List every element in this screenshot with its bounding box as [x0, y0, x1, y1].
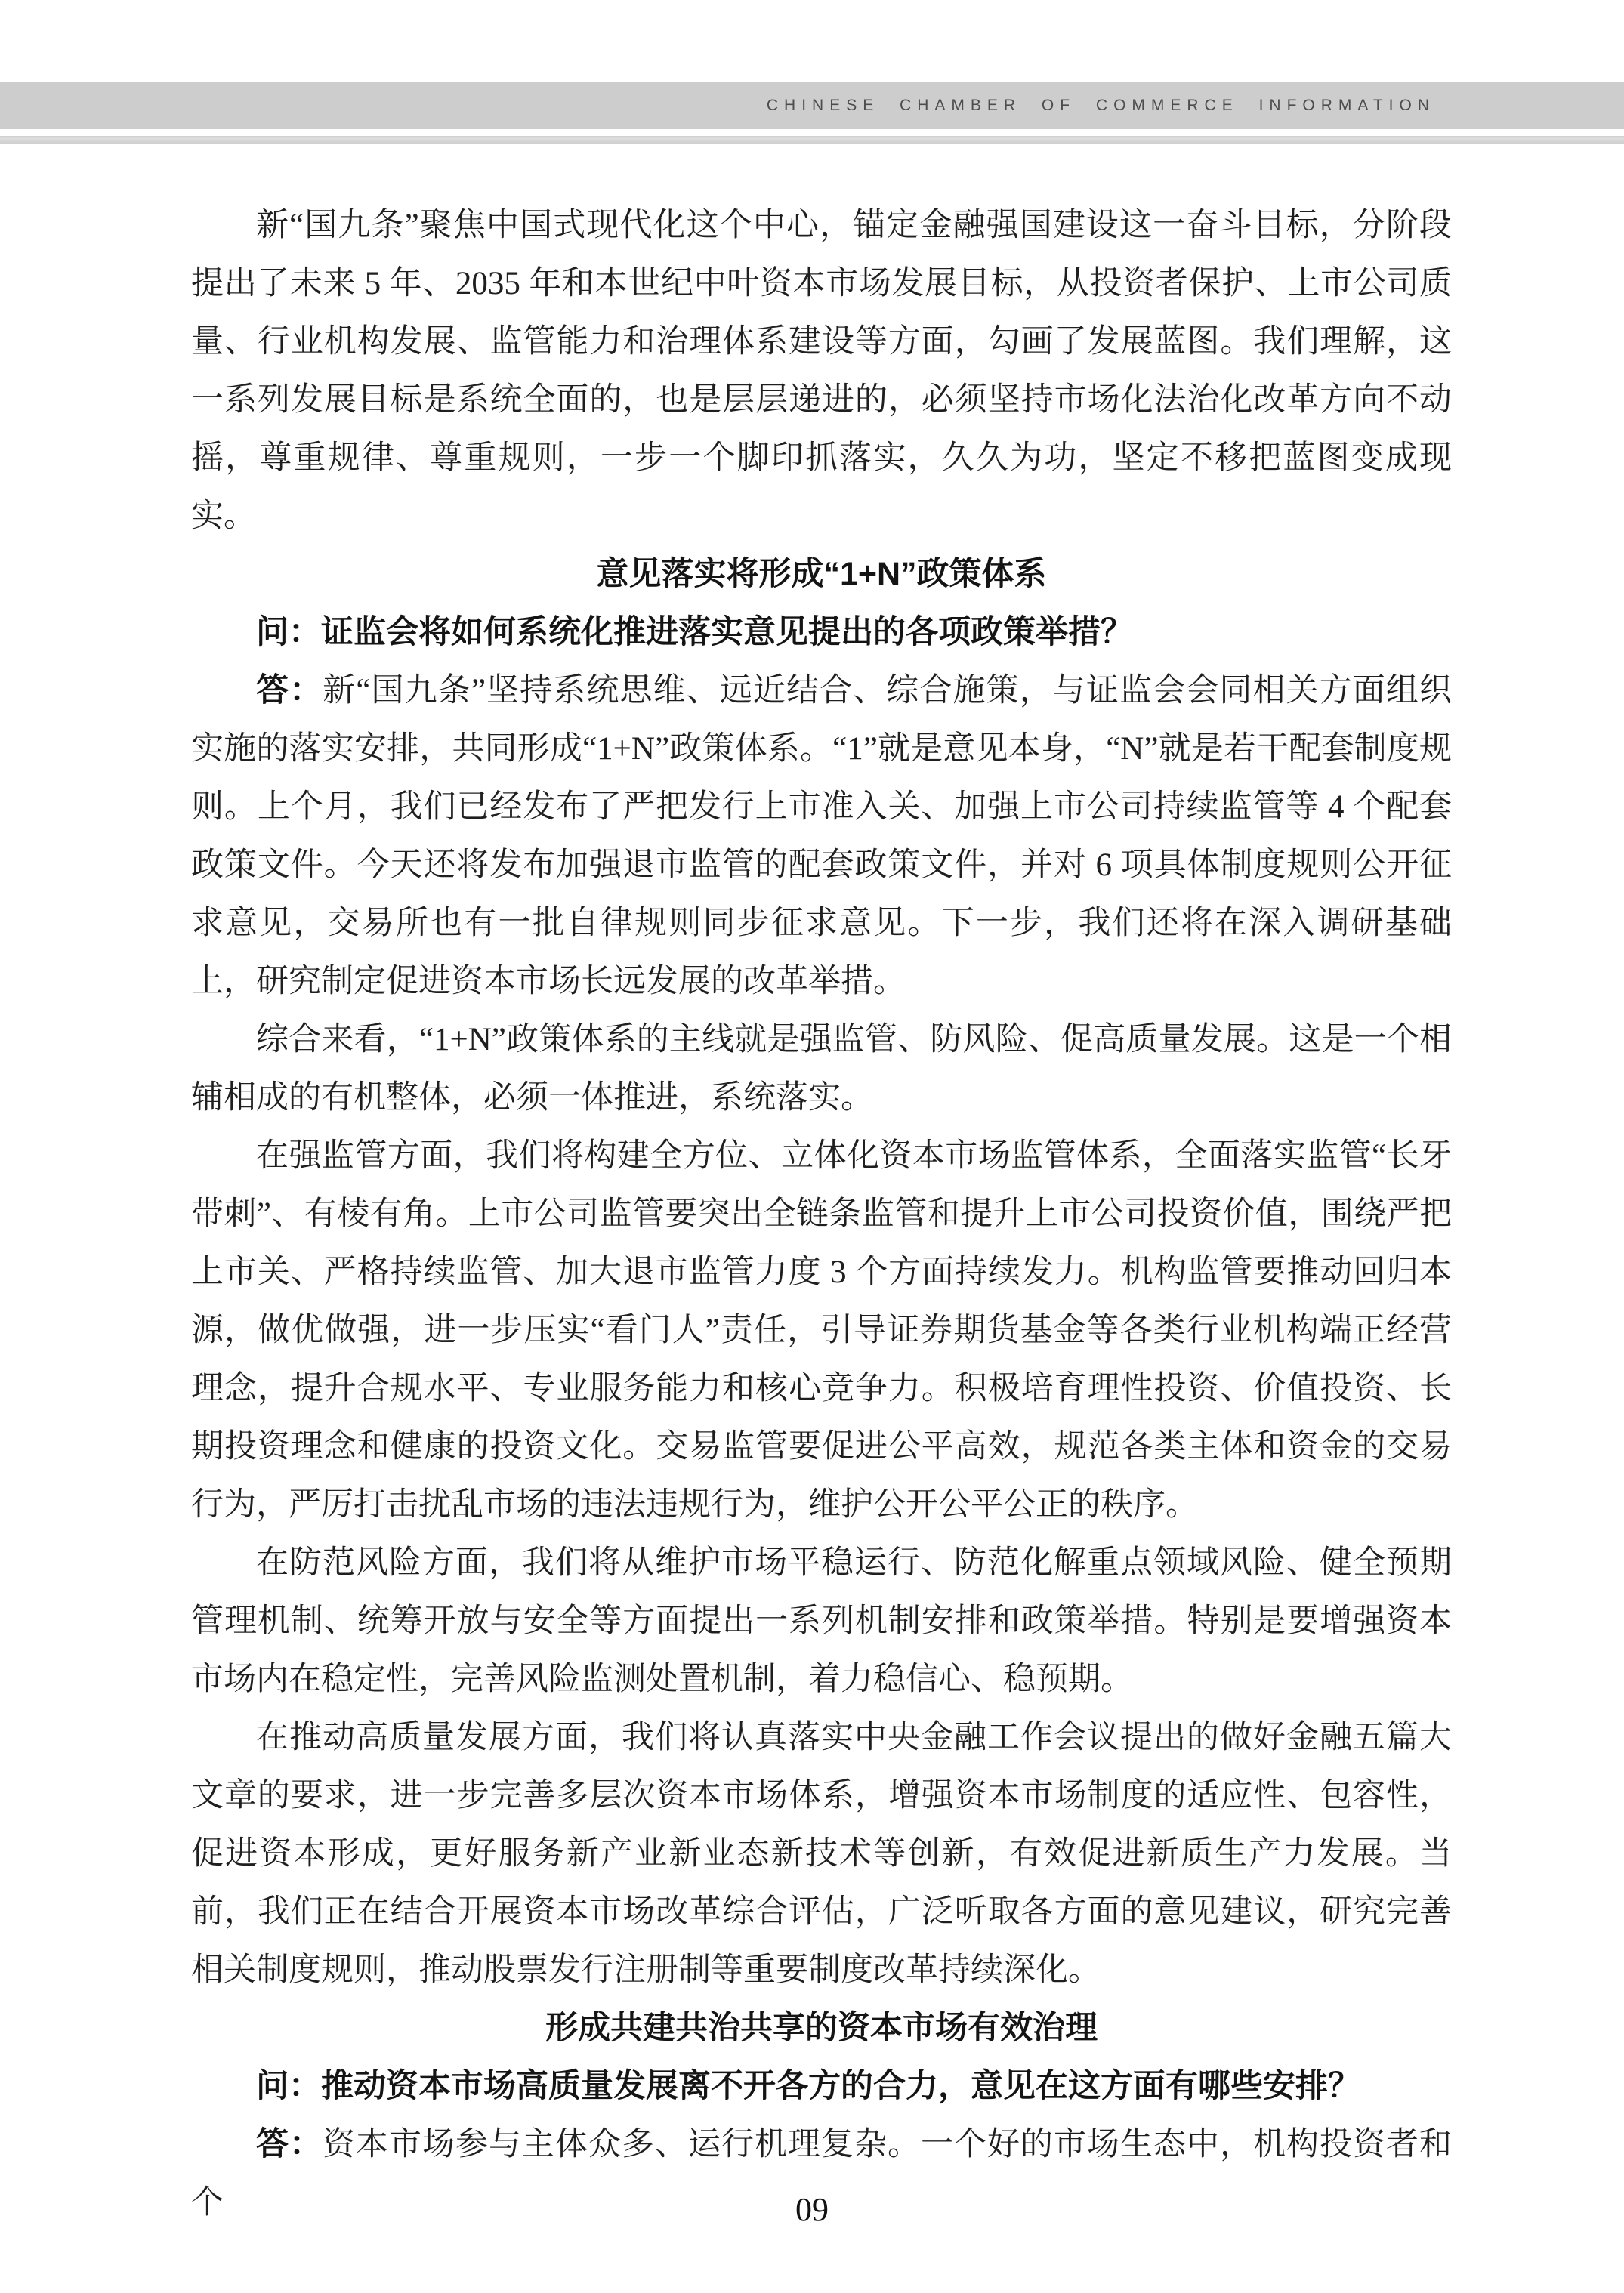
answer-paragraph: 答：资本市场参与主体众多、运行机理复杂。一个好的市场生态中，机构投资者和个: [191, 2126, 1452, 2220]
speaker-prefix: 问：: [256, 614, 321, 650]
page-footer: [0, 2190, 1624, 2229]
body-paragraph: 在推动高质量发展方面，我们将认真落实中央金融工作会议提出的做好金融五篇大文章的要求，进一步完善多层次资本市场体系，增强资本市场制度的适应性、包容性，促进资本形成，更好服务新产业新业态新技术等创新，有效促进新质生产力发展。当前，我们正在结合开展资本市场改革综合评估，广泛听取各方面的意见建议，研究完善相关制度规则，推动股票发行注册制等重要制度改革持续深化。: [191, 1720, 1452, 1988]
question-line: 问：证监会将如何系统化推进落实意见提出的各项政策举措？: [256, 614, 1133, 650]
body-paragraph: 在强监管方面，我们将构建全方位、立体化资本市场监管体系，全面落实监管“长牙带刺”、有棱有角。上市公司监管要突出全链条监管和提升上市公司投资价值，围绕严把上市关、严格持续监管、加大退市监管力度 3 个方面持续发力。机构监管要推动回归本源，做优做强，进一步压实“看门人”责任，引导证券期货基金等各类行业机构端正经营理念，提升合规水平、专业服务能力和核心竞争力。积极培育理性投资、价值投资、长期投资理念和健康的投资文化。交易监管要促进公平高效，规范各类主体和资金的交易行为，严厉打击扰乱市场的违法违规行为，维护公开公平公正的秩序。: [191, 1138, 1452, 1523]
masthead-title: CHINESE CHAMBER OF COMMERCE INFORMATION: [766, 96, 1435, 114]
answer-paragraph: 答：新“国九条”坚持系统思维、远近结合、综合施策，与证监会会同相关方面组织实施的落实安排，共同形成“1+N”政策体系。“1”就是意见本身，“N”就是若干配套制度规则。上个月，我们已经发布了严把发行上市准入关、加强上市公司持续监管等 4 个配套政策文件。今天还将发布加强退市监管的配套政策文件，并对 6 项具体制度规则公开征求意见，交易所也有一批自律规则同步征求意见。下一步，我们还将在深入调研基础上，研究制定促进资本市场长远发展的改革举措。: [191, 672, 1453, 999]
speaker-prefix: 答：: [256, 672, 323, 708]
body-paragraph: 综合来看，“1+N”政策体系的主线就是强监管、防风险、促高质量发展。这是一个相辅相成的有机整体，必须一体推进，系统落实。: [191, 1022, 1452, 1116]
question-line: 问：推动资本市场高质量发展离不开各方的合力，意见在这方面有哪些安排？: [256, 2068, 1360, 2104]
speaker-prefix: 答：: [256, 2126, 323, 2162]
section-heading: 意见落实将形成“1+N”政策体系: [596, 556, 1047, 592]
masthead-accent-strip: [0, 136, 1624, 144]
section-heading: 形成共建共治共享的资本市场有效治理: [545, 2010, 1098, 2046]
document-body: [191, 196, 1452, 2232]
masthead-band: [0, 82, 1624, 129]
body-paragraph: 在防范风险方面，我们将从维护市场平稳运行、防范化解重点领域风险、健全预期管理机制、统筹开放与安全等方面提出一系列机制安排和政策举措。特别是要增强资本市场内在稳定性，完善风险监测处置机制，着力稳信心、稳预期。: [191, 1545, 1452, 1697]
body-paragraph: 新“国九条”聚焦中国式现代化这个中心，锚定金融强国建设这一奋斗目标，分阶段提出了未来 5 年、2035 年和本世纪中叶资本市场发展目标，从投资者保护、上市公司质量、行业机构发展、监管能力和治理体系建设等方面，勾画了发展蓝图。我们理解，这一系列发展目标是系统全面的，也是层层递进的，必须坚持市场化法治化改革方向不动摇，尊重规律、尊重规则，一步一个脚印抓落实，久久为功，坚定不移把蓝图变成现实。: [191, 208, 1452, 534]
speaker-prefix: 问：: [256, 2068, 321, 2104]
page-number: 09: [795, 2191, 829, 2228]
